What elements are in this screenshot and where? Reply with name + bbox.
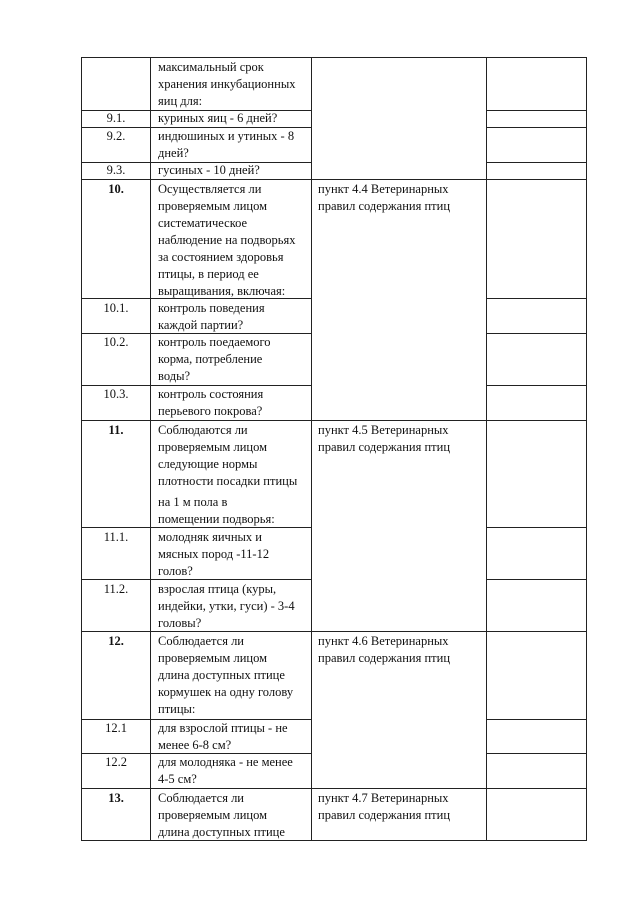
row-text-continued: на 1 м пола в помещении подворья: bbox=[158, 495, 275, 526]
row-number-section: 12. bbox=[108, 634, 124, 648]
row-number-section: 11. bbox=[108, 423, 124, 437]
row-reference: пункт 4.7 Ветеринарных правил содержания птиц bbox=[318, 791, 451, 822]
row-reference: пункт 4.6 Ветеринарных правил содержания птиц bbox=[318, 634, 451, 665]
row-text: Соблюдается ли проверяемым лицом длина доступных птице bbox=[158, 791, 285, 839]
row-text-intro: максимальный срок хранения инкубационных яиц для: bbox=[158, 60, 296, 108]
row-text: молодняк яичных и мясных пород -11-12 голов? bbox=[158, 530, 270, 578]
row-number: 12.2 bbox=[105, 755, 127, 769]
row-text: контроль поведения каждой партии? bbox=[158, 301, 265, 332]
row-text: индюшиных и утиных - 8 дней? bbox=[158, 129, 295, 160]
row-text: Соблюдаются ли проверяемым лицом следующие нормы плотности посадки птицы bbox=[158, 423, 298, 488]
row-text: Соблюдается ли проверяемым лицом длина доступных птице кормушек на одну голову птицы: bbox=[158, 634, 294, 716]
row-number: 9.3. bbox=[106, 163, 126, 177]
row-number: 10.1. bbox=[103, 301, 129, 315]
row-text: для взрослой птицы - не менее 6-8 см? bbox=[158, 721, 288, 752]
row-number: 12.1 bbox=[105, 721, 127, 735]
row-text: гусиных - 10 дней? bbox=[158, 163, 260, 177]
row-text: контроль состояния перьевого покрова? bbox=[158, 387, 264, 418]
row-number: 9.1. bbox=[106, 111, 126, 125]
row-text: взрослая птица (куры, индейки, утки, гуси) - 3-4 головы? bbox=[158, 582, 295, 630]
row-number-section: 10. bbox=[108, 182, 124, 196]
row-text: куриных яиц - 6 дней? bbox=[158, 111, 278, 125]
row-text: Осуществляется ли проверяемым лицом систематическое наблюдение на подворьях за состоянием здоровья птицы, в период ее выращивания, включая: bbox=[158, 182, 296, 298]
row-number: 11.1. bbox=[103, 530, 129, 544]
row-number: 9.2. bbox=[106, 129, 126, 143]
row-reference: пункт 4.4 Ветеринарных правил содержания птиц bbox=[318, 182, 451, 213]
row-text: контроль поедаемого корма, потребление воды? bbox=[158, 335, 271, 383]
row-number: 11.2. bbox=[103, 582, 129, 596]
row-number: 10.2. bbox=[103, 335, 129, 349]
row-number-section: 13. bbox=[108, 791, 124, 805]
row-text: для молодняка - не менее 4-5 см? bbox=[158, 755, 293, 786]
row-number: 10.3. bbox=[103, 387, 129, 401]
row-reference: пункт 4.5 Ветеринарных правил содержания птиц bbox=[318, 423, 451, 454]
